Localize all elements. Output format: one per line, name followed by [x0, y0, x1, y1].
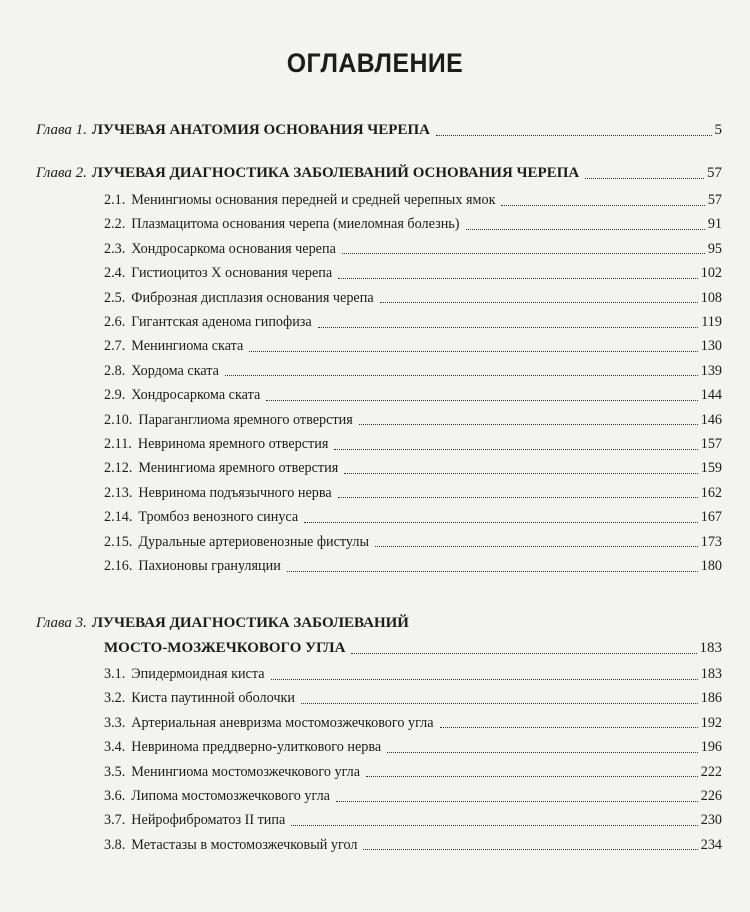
entry-number: 3.5. [104, 763, 126, 780]
entry-title: Липома мостомозжечкового угла [131, 788, 330, 804]
entry-title: Нейрофиброматоз II типа [131, 812, 286, 829]
entry-title: Фиброзная дисплазия основания черепа [131, 289, 374, 306]
dot-leader [301, 703, 698, 704]
entry-title: Менингиома яремного отверстия [138, 460, 339, 477]
chapter-label: Глава 3. [36, 615, 87, 631]
dot-leader [291, 825, 697, 826]
page-number: 167 [700, 509, 722, 526]
page-number: 57 [707, 192, 722, 208]
entry-number: 3.1. [104, 666, 126, 682]
toc-entry[interactable] [104, 738, 722, 756]
page-number: 102 [700, 265, 722, 282]
toc-chapter-2[interactable] [36, 164, 722, 182]
toc-entry[interactable] [104, 435, 722, 453]
entry-number: 3.8. [104, 836, 126, 853]
entry-title: Невринома преддверно-улиткового нерва [131, 739, 382, 756]
dot-leader [366, 776, 698, 777]
dot-leader [436, 135, 712, 136]
toc-entry[interactable] [104, 557, 722, 575]
entry-title: Менингиомы основания передней и средней черепных ямок [131, 192, 496, 208]
page-number: 108 [700, 289, 722, 306]
toc-entry[interactable] [104, 313, 722, 331]
page-number: 91 [707, 216, 722, 233]
entry-title: Пахионовы грануляции [138, 558, 281, 574]
entry-title: Гигантская аденома гипофиза [131, 314, 312, 330]
entry-title: Невринома подъязычного нерва [138, 484, 332, 501]
chapter-label: Глава 1. [36, 122, 87, 138]
entry-number: 2.16. [104, 558, 133, 574]
entry-number: 2.2. [104, 216, 126, 233]
page-number: 234 [700, 836, 722, 853]
chapter-title-line1: ЛУЧЕВАЯ ДИАГНОСТИКА ЗАБОЛЕВАНИЙ [91, 615, 409, 631]
toc-entry[interactable] [104, 264, 722, 282]
toc-chapter-3[interactable] [104, 639, 722, 657]
entry-number: 2.15. [104, 533, 133, 550]
entry-title: Параганглиома яремного отверстия [138, 411, 353, 428]
dot-leader [387, 752, 698, 753]
page-number: 180 [700, 558, 722, 574]
entry-number: 2.6. [104, 314, 126, 330]
chapter-title: ЛУЧЕВАЯ ДИАГНОСТИКА ЗАБОЛЕВАНИЙ ОСНОВАНИЯ ЧЕРЕПА [91, 165, 580, 181]
page-number: 119 [701, 314, 722, 330]
toc-entry[interactable] [104, 215, 722, 233]
toc-entry[interactable] [104, 836, 722, 854]
page-title: ОГЛАВЛЕНИЕ [286, 48, 464, 78]
entry-number: 2.5. [104, 289, 126, 306]
dot-leader [342, 253, 705, 254]
entry-title: Невринома яремного отверстия [137, 436, 329, 452]
entry-number: 2.13. [104, 484, 133, 501]
page-number: 139 [700, 362, 722, 379]
entry-number: 2.14. [104, 509, 133, 526]
entry-title: Эпидермоидная киста [131, 666, 265, 682]
toc-entry[interactable] [104, 386, 722, 404]
chapter-label: Глава 2. [36, 165, 87, 181]
page-number: 95 [707, 240, 722, 257]
entry-number: 2.7. [104, 338, 126, 355]
page-number: 192 [700, 714, 722, 731]
entry-title: Метастазы в мостомозжечковый угол [131, 836, 358, 853]
dot-leader [334, 449, 697, 450]
entry-title: Менингиома мостомозжечкового угла [131, 763, 361, 780]
dot-leader [351, 653, 696, 654]
page-number: 183 [700, 666, 722, 682]
entry-title: Плазмацитома основания черепа (миеломная болезнь) [131, 216, 460, 233]
dot-leader [585, 178, 704, 179]
page-number: 230 [700, 812, 722, 829]
toc-entry[interactable] [104, 508, 722, 526]
entry-number: 2.8. [104, 362, 126, 379]
chapter-title-line2: МОСТО-МОЗЖЕЧКОВОГО УГЛА [104, 640, 346, 656]
dot-leader [466, 229, 705, 230]
page-number: 196 [700, 739, 722, 756]
page-number: 226 [700, 788, 722, 804]
toc-entry[interactable] [104, 337, 722, 355]
entry-number: 2.10. [104, 411, 133, 428]
toc-entry[interactable] [104, 811, 722, 829]
dot-leader [501, 205, 704, 206]
page-number: 5 [714, 122, 722, 138]
toc-entry[interactable] [104, 362, 722, 380]
page-number: 162 [700, 484, 722, 501]
entry-title: Дуральные артериовенозные фистулы [138, 533, 370, 550]
dot-leader [225, 375, 698, 376]
toc-entry[interactable] [104, 689, 722, 707]
dot-leader [363, 849, 697, 850]
toc-entry[interactable] [104, 289, 722, 307]
toc-chapter-1[interactable] [36, 121, 722, 139]
dot-leader [287, 571, 698, 572]
toc-entry[interactable] [104, 665, 722, 683]
entry-title: Артериальная аневризма мостомозжечкового угла [131, 714, 434, 731]
entry-title: Хордома ската [131, 362, 219, 379]
dot-leader [375, 546, 698, 547]
toc-entry[interactable] [104, 484, 722, 502]
toc-chapter-3-title-line1[interactable] [36, 614, 722, 632]
page-number: 57 [707, 165, 722, 181]
entry-number: 3.4. [104, 739, 126, 756]
dot-leader [271, 679, 698, 680]
dot-leader [304, 522, 698, 523]
entry-number: 3.7. [104, 812, 126, 829]
entry-title: Гистиоцитоз X основания черепа [131, 265, 333, 282]
entry-title: Хондросаркома ската [131, 387, 261, 404]
page-number: 222 [700, 763, 722, 780]
entry-number: 2.12. [104, 460, 133, 477]
page-number: 144 [700, 387, 722, 404]
toc-entry[interactable] [104, 191, 722, 209]
entry-title: Киста паутинной оболочки [131, 690, 295, 707]
entry-number: 2.4. [104, 265, 126, 282]
chapter-title: ЛУЧЕВАЯ АНАТОМИЯ ОСНОВАНИЯ ЧЕРЕПА [91, 122, 430, 138]
toc-entry[interactable] [104, 787, 722, 805]
toc-entry[interactable] [104, 714, 722, 732]
toc-entry[interactable] [104, 763, 722, 781]
toc-entry[interactable] [104, 240, 722, 258]
entry-title: Хондросаркома основания черепа [131, 240, 336, 257]
page-number: 130 [700, 338, 722, 355]
entry-number: 2.3. [104, 240, 126, 257]
dot-leader [266, 400, 697, 401]
entry-title: Менингиома ската [131, 338, 244, 355]
dot-leader [344, 473, 697, 474]
dot-leader [338, 497, 698, 498]
dot-leader [318, 327, 699, 328]
dot-leader [336, 801, 698, 802]
entry-number: 2.9. [104, 387, 126, 404]
entry-title: Тромбоз венозного синуса [138, 509, 299, 526]
toc-entry[interactable] [104, 533, 722, 551]
entry-number: 3.6. [104, 788, 126, 804]
page-number: 146 [700, 411, 722, 428]
dot-leader [338, 278, 698, 279]
entry-number: 3.3. [104, 714, 126, 731]
dot-leader [380, 302, 698, 303]
page-number: 159 [700, 460, 722, 477]
toc-entry[interactable] [104, 459, 722, 477]
page-number: 157 [700, 436, 722, 452]
page-number: 186 [700, 690, 722, 707]
toc-entry[interactable] [104, 411, 722, 429]
page-number: 173 [700, 533, 722, 550]
entry-number: 2.1. [104, 192, 126, 208]
dot-leader [440, 727, 698, 728]
dot-leader [249, 351, 697, 352]
entry-number: 2.11. [104, 436, 132, 452]
entry-number: 3.2. [104, 690, 126, 707]
page-number: 183 [699, 640, 722, 656]
dot-leader [359, 424, 698, 425]
